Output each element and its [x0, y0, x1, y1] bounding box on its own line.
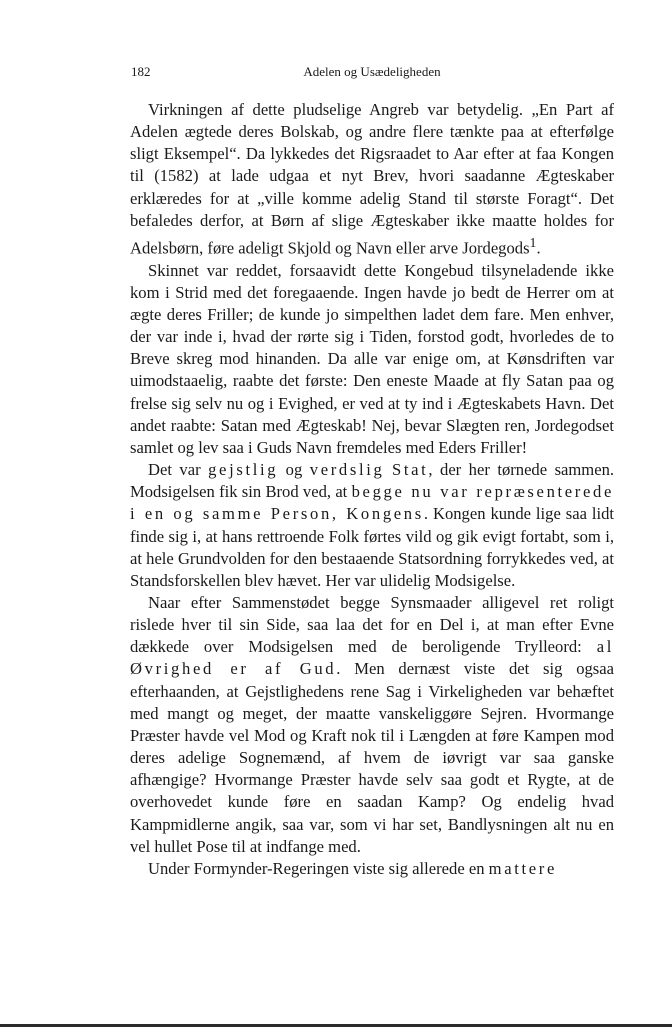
- spaced-emphasis: gejstlig: [208, 460, 279, 480]
- text-segment: Naar efter Sammenstødet begge Synsmaader alligevel ret roligt rislede hver til sin Side, saa laa det for en Del i, at man efter Evne dækkede over Modsigelsen med de beroligende Trylleord:: [130, 592, 614, 657]
- paragraph-1: [130, 99, 614, 260]
- paragraph-3: [130, 459, 614, 592]
- running-title: Adelen og Usædeligheden: [303, 64, 441, 79]
- text-segment: Virkningen af dette pludselige Angreb var betydelig. „En Part af Adelen ægtede deres Bolskab, og andre flere tænkte paa at efterfølge sligt Eksempel“. Da lykkedes det Rigsraadet to Aar efter at faa Kongen til (1582) at lade udgaa et nyt Brev, hvori saadanne Ægteskaber erklæredes for at „ville komme adelig Stand til største Foragt“. Det befaledes derfor, at Børn af slige Ægteskaber ikke maatte holdes for Adelsbørn, føre adeligt Skjold og Navn eller arve Jordegods: [130, 100, 614, 258]
- text-segment: . Men dernæst viste det sig ogsaa efterhaanden, at Gejstlighedens rene Sag i Virkeligheden var behæftet med mangt og meget, der maatte vanskeliggøre Sejren. Hvormange Præster havde vel Mod og Kraft nok til i Længden at føre Kampen mod deres adelige Sognemænd, af hvem de iøvrigt var saa ganske afhængige? Hvormange Præster havde selv saa godt et Rygte, at de overhovedet kunde føre en saadan Kamp? Og endelig hvad Kampmidlerne angik, saa var, som vi har set, Bandlysningen alt nu en vel hullet Pose til at indfange med.: [130, 659, 614, 856]
- text-segment: Det var: [148, 460, 209, 480]
- paragraph-2: [130, 260, 614, 459]
- text-segment: Under Formynder-Regeringen viste sig allerede en: [148, 858, 489, 878]
- text-segment: Skinnet var reddet, forsaavidt dette Kongebud tilsyneladende ikke kom i Strid med det foregaaende. Ingen havde jo bedt de Herrer om at ægte deres Friller; de kunde jo simpelthen ladet dem fare. Men enhver, der var inde i, hvad der rørte sig i Tiden, forstod godt, hvorledes de to Breve skreg mod hinanden. Da alle var enige om, at Kønsdriften var uimodstaaelig, raabte det første: Den eneste Maade at fly Satan paa og frelse sig selv nu og i Evighed, er ved at ty ind i Ægteskabets Havn. Det andet raabte: Satan med Ægteskab! Nej, bevar Slægten ren, Jordegodset samlet og lev saa i Guds Navn fremdeles med Eders Friller!: [130, 260, 614, 457]
- text-segment: , der her tørnede sammen. Modsigelsen fik sin Brod ved, at: [130, 460, 615, 502]
- spaced-emphasis: Stat: [391, 460, 429, 480]
- footnote-marker: 1: [529, 234, 537, 250]
- spaced-emphasis: begge nu var repræsenterede i en og samme Person, Kongens: [130, 482, 614, 524]
- text-segment: .: [536, 238, 541, 258]
- scan-edge-rule: [0, 1024, 672, 1027]
- text-segment: . Kongen kunde lige saa lidt finde sig i, at hans rettroende Folk førtes vild og gik evigt fortabt, som i, at hele Grundvolden for den bestaaende Statsordning forrykkedes ved, at Standsforskellen blev hævet. Her var ulidelig Modsigelse.: [130, 504, 614, 590]
- spaced-emphasis: mattere: [488, 858, 557, 878]
- page-header: [131, 64, 613, 86]
- paragraph-5: [130, 858, 614, 880]
- spaced-emphasis: al Øvrighed er af Gud: [130, 637, 614, 679]
- page-number: 182: [131, 64, 151, 79]
- body-text: [130, 99, 614, 880]
- spaced-emphasis: verdslig: [309, 460, 385, 480]
- text-segment: og: [278, 460, 310, 480]
- text-segment: [384, 460, 391, 479]
- paragraph-4: [130, 592, 614, 858]
